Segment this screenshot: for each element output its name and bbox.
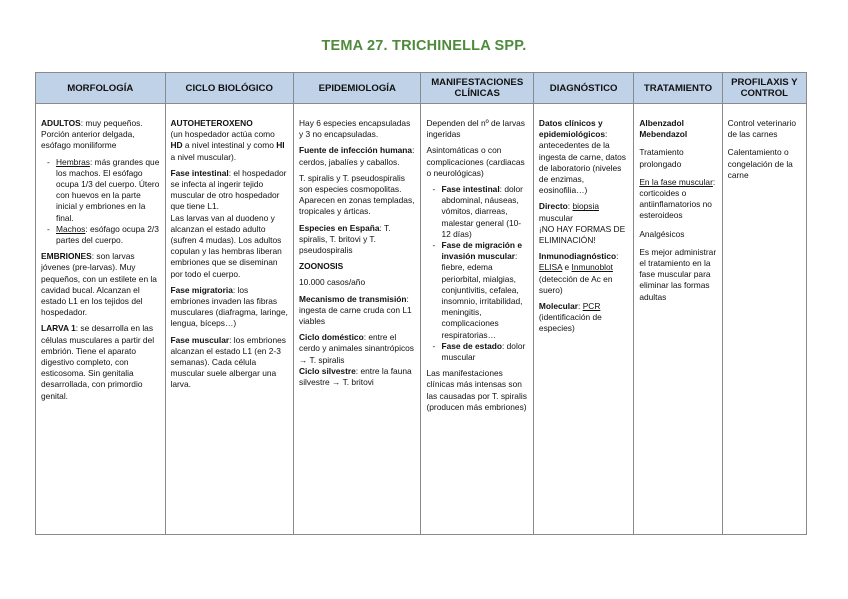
datos-clinicos-label: Datos clínicos y epidemiológicos — [538, 118, 606, 140]
autoheteroxeno-text-2: a nivel intestinal y como — [182, 140, 277, 151]
casos-paragraph: 10.000 casos/año — [299, 277, 366, 288]
fase-migratoria-label: Fase migratoria — [170, 284, 233, 295]
adultos-label: ADULTOS — [41, 118, 81, 128]
header-ciclo-biologico: CICLO BIOLÓGICO — [165, 73, 294, 104]
larva-text: : se desarrolla en las células musculares a partir del embrión. Tiene el aparato digestivo completo, con esticosoma. Sin genitalia desarrollada, con primordio genital. — [41, 323, 155, 401]
fase-intestinal-paragraph — [171, 168, 290, 213]
fuente-text: : cerdos, jabalíes y caballos. — [299, 145, 415, 167]
no-eliminacion-text: ¡NO HAY FORMAS DE ELIMINACIÓN! — [538, 223, 626, 246]
list-item-hembras — [56, 157, 161, 224]
molecular-paragraph — [539, 301, 629, 335]
calentamiento-text: Calentamiento o congelación de la carne — [727, 147, 793, 180]
mecanismo-text: : ingesta de carne cruda con L1 viables — [299, 293, 412, 327]
ciclo-domestico-text: : entre el cerdo y animales sinantrópicos → T. spiralis — [299, 332, 414, 365]
manifestaciones-intensas-paragraph: Las manifestaciones clínicas más intensas son las causadas por T. spiralis (producen más embriones) — [426, 368, 527, 412]
adultos-paragraph — [41, 118, 161, 152]
inmunodiagnostico-paragraph — [539, 251, 629, 296]
molecular-text: (identificación de especies) — [538, 312, 602, 334]
fases-list — [426, 184, 528, 363]
analgesicos-text: Analgésicos — [639, 228, 685, 239]
directo-separator: : — [567, 201, 573, 212]
list-item-fase-migracion — [441, 240, 528, 341]
machos-label: Machos — [56, 223, 86, 234]
cell-diagnostico — [533, 104, 633, 535]
fuente-paragraph — [299, 145, 416, 167]
summary-table — [35, 72, 807, 535]
mecanismo-label: Mecanismo de transmisión — [299, 293, 407, 304]
fase-migratoria-paragraph — [171, 285, 290, 330]
fase-migracion-text: : fiebre, edema periorbital, mialgias, conjuntivitis, cefalea, insomnio, irritabilidad, meningitis, complicaciones respiratorias… — [441, 251, 523, 340]
larva-paragraph — [41, 323, 161, 401]
header-diagnostico: DIAGNÓSTICO — [533, 73, 633, 104]
directo-label: Directo — [538, 201, 568, 212]
hd-label: HD — [170, 140, 183, 151]
list-item-fase-estado — [441, 341, 528, 363]
content-row — [36, 104, 807, 535]
control-veterinario-text: Control veterinario de las carnes — [727, 118, 797, 140]
header-row — [36, 73, 807, 104]
list-item-fase-intestinal — [441, 184, 528, 240]
header-epidemiologia: EPIDEMIOLOGÍA — [294, 73, 421, 104]
header-morfologia: MORFOLOGÍA — [36, 73, 166, 104]
elisa-text: ELISA — [538, 262, 563, 273]
cell-ciclo-biologico — [165, 104, 294, 535]
inmunodiagnostico-separator: : — [616, 251, 619, 262]
ciclo-silvestre-text: : entre la fauna silvestre → T. britovi — [299, 365, 412, 388]
mecanismo-paragraph — [299, 294, 416, 328]
ciclo-silvestre-label: Ciclo silvestre — [299, 365, 356, 376]
page-title: TEMA 27. TRICHINELLA SPP. — [321, 38, 527, 54]
fase-muscular-text: : corticoides o antiinflamatorios no esteroideos — [639, 176, 716, 221]
ciclo-domestico-label: Ciclo doméstico — [299, 332, 364, 343]
fase-intestinal-text: : dolor abdominal, náuseas, vómitos, diarreas, malestar general (10-12 días) — [441, 184, 523, 239]
mejor-administrar-text: Es mejor administrar el tratamiento en la fase muscular para eliminar las formas adultas — [639, 246, 717, 302]
hi-label: HI — [276, 140, 285, 151]
inmunodiagnostico-text: (detección de Ac en suero) — [538, 273, 613, 295]
zoonosis-label: ZOONOSIS — [299, 261, 344, 272]
drug-mebendazol: Mebendazol — [639, 129, 688, 140]
header-profilaxis: PROFILAXIS Y CONTROL — [722, 73, 806, 104]
fase-estado-text: : dolor muscular — [441, 340, 526, 363]
autoheteroxeno-label: AUTOHETEROXENO — [170, 118, 253, 128]
directo-paragraph — [539, 201, 629, 223]
larva-label: LARVA 1 — [41, 323, 76, 334]
especies-paragraph: Hay 6 especies encapsuladas y 3 no encapsuladas. — [299, 118, 411, 140]
fuente-label: Fuente de infección humana — [299, 145, 413, 156]
fase-intestinal-paragraph-2: Las larvas van al duodeno y alcanzan el estado adulto (sufren 4 mudas). Los adultos copulan y las hembras liberan embriones que se diseminan por todo el cuerpo. — [170, 212, 282, 279]
cell-epidemiologia — [294, 104, 421, 535]
embriones-text: : son larvas jóvenes (pre-larvas). Muy pequeños, con un estilete en la cavidad bucal. Alcanzan el estado L1 en los tejidos del hospedador. — [41, 251, 157, 318]
pcr-text: PCR — [582, 301, 601, 312]
asintomaticas-paragraph: Asintomáticas o con complicaciones (cardiacas o neurológicas) — [426, 145, 525, 178]
autoheteroxeno-text-1: (un hospedador actúa como — [170, 129, 275, 140]
embriones-paragraph — [41, 251, 161, 318]
directo-text: muscular — [538, 212, 573, 223]
drug-albenzadol: Albenzadol — [639, 118, 684, 128]
tratamiento-prolongado: Tratamiento prolongado — [639, 147, 684, 169]
fase-muscular-paragraph — [171, 335, 290, 391]
adultos-list — [41, 157, 161, 247]
fase-muscular-tratamiento — [639, 177, 717, 222]
adultos-text: : muy pequeños. Porción anterior delgada, esófago moniliforme — [41, 118, 143, 151]
ciclo-domestico-paragraph — [299, 332, 416, 366]
autoheteroxeno-paragraph — [171, 118, 290, 163]
embriones-label: EMBRIONES — [41, 251, 92, 262]
cell-morfologia — [36, 104, 166, 535]
molecular-label: Molecular — [538, 301, 579, 312]
ciclo-silvestre-paragraph — [299, 366, 416, 388]
espana-label: Especies en España — [299, 222, 380, 233]
inmunodiagnostico-conjunction: e — [562, 262, 572, 273]
espana-paragraph — [299, 223, 416, 257]
fase-muscular-label: En la fase muscular — [639, 176, 713, 187]
header-manifestaciones: MANIFESTACIONES CLÍNICAS — [421, 73, 533, 104]
autoheteroxeno-text-3: a nivel muscular). — [170, 151, 237, 162]
hembras-label: Hembras — [56, 156, 90, 167]
fase-migracion-label: Fase de migración e invasión muscular — [441, 240, 523, 262]
fase-muscular-label: Fase muscular — [170, 334, 230, 345]
espana-text: : T. spiralis, T. britovi y T. pseudospiralis — [299, 222, 391, 256]
inmunodiagnostico-label: Inmunodiagnóstico — [538, 251, 617, 262]
manifestaciones-intro: Dependen del nº de larvas ingeridas — [426, 118, 525, 140]
fase-migratoria-text: : los embriones invaden las fibras musculares (diafragma, laringe, lengua, bíceps…) — [170, 284, 288, 329]
list-item-machos — [56, 224, 161, 246]
cell-tratamiento — [634, 104, 722, 535]
fase-estado-label: Fase de estado — [441, 340, 502, 351]
machos-text: : esófago ocupa 2/3 partes del cuerpo. — [56, 223, 159, 246]
header-tratamiento: TRATAMIENTO — [634, 73, 722, 104]
fase-muscular-text: : los embriones alcanzan el estado L1 (en 2-3 semanas). Cada célula muscular suele albergar una larva. — [170, 334, 286, 390]
cell-manifestaciones — [421, 104, 533, 535]
fase-intestinal-text: : el hospedador se infecta al ingerir tejido muscular de otro hospedador que tiene L1. — [170, 167, 287, 212]
inmunoblot-text: Inmunoblot — [571, 262, 613, 273]
datos-clinicos-paragraph — [539, 118, 629, 196]
cosmopolitas-paragraph: T. spiralis y T. pseudospiralis son especies cosmopolitas. Aparecen en zonas templadas, tropicales y árticas. — [299, 172, 415, 217]
molecular-separator: : — [578, 301, 583, 312]
datos-clinicos-text: : antecedentes de la ingesta de carne, datos de laboratorio (niveles de enzimas, eosinofilia…) — [538, 129, 626, 196]
fase-intestinal-label: Fase intestinal — [170, 167, 229, 178]
biopsia-text: biopsia — [572, 201, 599, 212]
fase-intestinal-label: Fase intestinal — [441, 184, 500, 195]
cell-profilaxis — [722, 104, 806, 535]
hembras-text: : más grandes que los machos. El esófago ocupa 1/3 del cuerpo. Útero con huevos en la parte inicial y embriones en la final. — [56, 156, 160, 223]
